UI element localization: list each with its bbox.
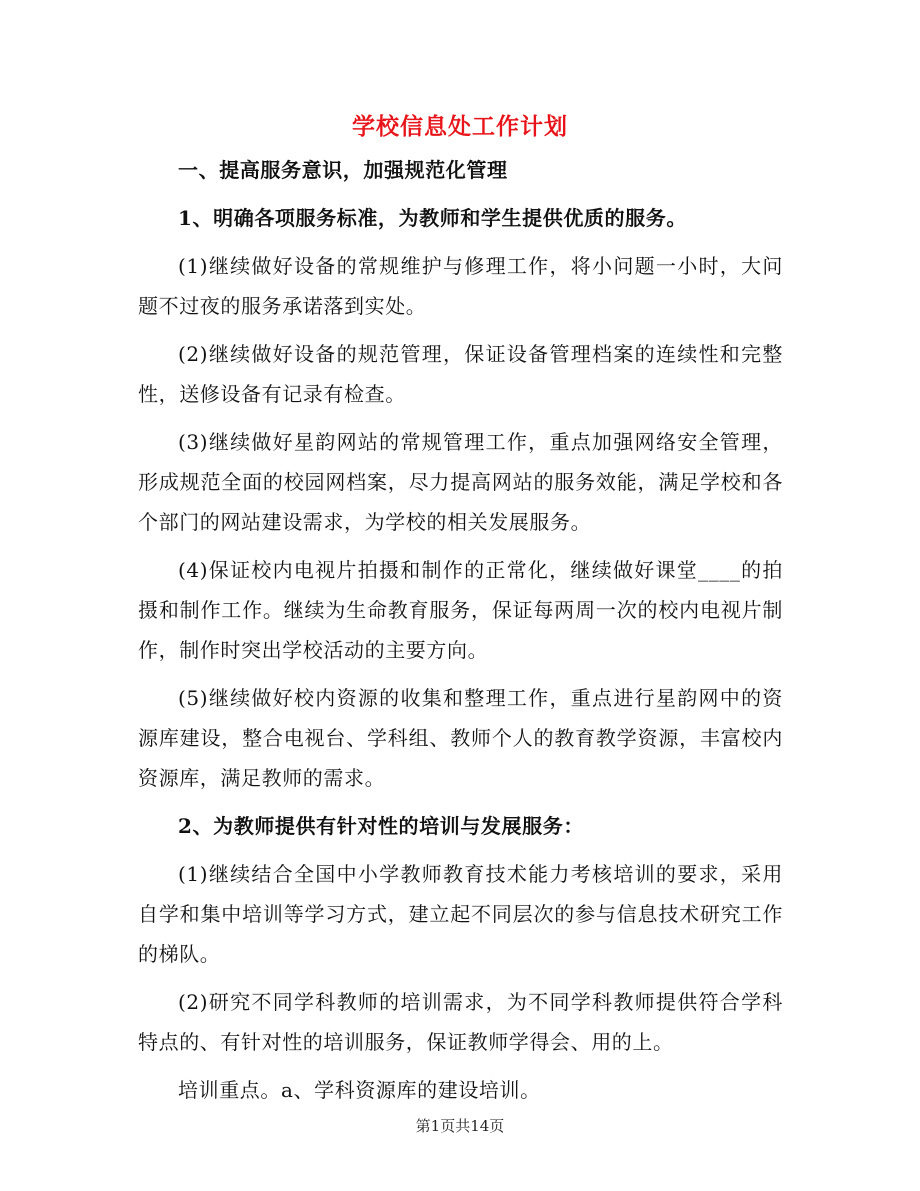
subsection-heading: 1、明确各项服务标准，为教师和学生提供优质的服务。 — [178, 206, 687, 230]
paragraph: 培训重点。a、学科资源库的建设培训。 — [178, 1078, 541, 1102]
document-title: 学校信息处工作计划 — [352, 113, 568, 140]
paragraph: (4)保证校内电视片拍摄和制作的正常化，继续做好课堂____的拍摄和制作工作。继续为生命教育服务，保证每两周一次的校内电视片制作，制作时突出学校活动的主要方向。 — [138, 558, 783, 662]
document-body — [138, 150, 783, 1118]
page-number: 第1页共14页 — [415, 1117, 505, 1135]
paragraph: (2)研究不同学科教师的培训需求，为不同学科教师提供符合学科特点的、有针对性的培训服务，保证教师学得会、用的上。 — [138, 990, 783, 1054]
paragraph: (1)继续结合全国中小学教师教育技术能力考核培训的要求，采用自学和集中培训等学习方式，建立起不同层次的参与信息技术研究工作的梯队。 — [138, 862, 783, 966]
paragraph: (2)继续做好设备的规范管理，保证设备管理档案的连续性和完整性，送修设备有记录有检查。 — [138, 342, 783, 406]
section-heading: 一、提高服务意识，加强规范化管理 — [178, 158, 508, 182]
paragraph: (1)继续做好设备的常规维护与修理工作，将小问题一小时，大问题不过夜的服务承诺落到实处。 — [138, 254, 783, 318]
paragraph: (3)继续做好星韵网站的常规管理工作，重点加强网络安全管理，形成规范全面的校园网档案，尽力提高网站的服务效能，满足学校和各个部门的网站建设需求，为学校的相关发展服务。 — [138, 430, 783, 534]
paragraph: (5)继续做好校内资源的收集和整理工作，重点进行星韵网中的资源库建设，整合电视台、学科组、教师个人的教育教学资源，丰富校内资源库，满足教师的需求。 — [138, 686, 783, 790]
subsection-heading: 2、为教师提供有针对性的培训与发展服务： — [178, 814, 584, 838]
